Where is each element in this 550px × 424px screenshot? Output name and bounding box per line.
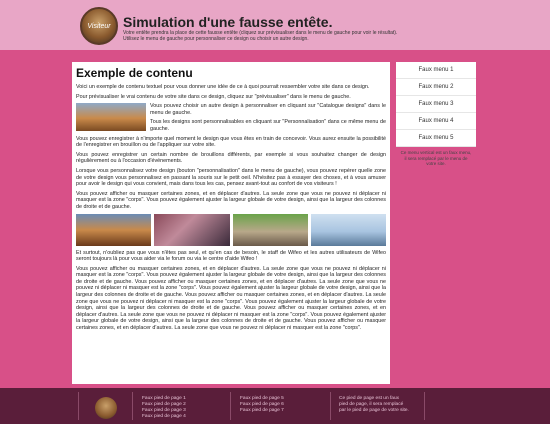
- footer-column-2: [240, 396, 284, 414]
- footer-column-1: [142, 396, 186, 420]
- header: [0, 0, 550, 50]
- footer-link[interactable]: Faux pied de page 3: [142, 408, 186, 413]
- sidebar-menu: [396, 62, 476, 166]
- sidebar-item-1[interactable]: Faux menu 1: [396, 62, 476, 79]
- paragraph: Et surtout, n'oubliez pas que vous n'êtes pas seul, et qu'en cas de besoin, le staff de Wifeo et les autres utilisateurs de Wifeo seront toujours là pour vous aider via le forum ou via le centre d'aide Wifeo !: [76, 249, 386, 263]
- photo-thumbnail: [154, 214, 229, 246]
- image-strip: [76, 214, 386, 246]
- paragraph: Vous pouvez enregistrer un certain nombre de brouillons différents, par exemple si vous souhaitez changer de design régulièrement ou à l'occasion d'événements.: [76, 151, 386, 165]
- footer-link[interactable]: Faux pied de page 1: [142, 396, 186, 401]
- footer-link[interactable]: Faux pied de page 4: [142, 414, 186, 419]
- sidebar-item-3[interactable]: Faux menu 3: [396, 96, 476, 113]
- sidebar-item-5[interactable]: Faux menu 5: [396, 130, 476, 147]
- footer-divider: [230, 392, 231, 420]
- footer-logo[interactable]: [95, 397, 117, 419]
- site-logo[interactable]: [80, 7, 118, 45]
- photo-thumbnail: [311, 214, 386, 246]
- main-content: [72, 62, 390, 384]
- paragraph: Vous pouvez choisir un autre design à personnaliser en cliquant sur "Catalogue designs" dans le menu de gauche.: [150, 103, 386, 116]
- paragraph: Pour prévisualiser le vrai contenu de votre site dans ce design, cliquez sur "prévisualiser" dans le menu de gauche.: [76, 93, 351, 100]
- footer-link[interactable]: Faux pied de page 2: [142, 402, 186, 407]
- subtitle-line-1: Votre entête prendra la place de cette fausse entête (cliquez sur prévisualiser dans le menu de gauche pour voir le résultat).: [123, 30, 398, 36]
- paragraph: Lorsque vous personnalisez votre design (bouton "personnalisation" dans le menu de gauche), vous pouvez repérer quelle zone de votre design vous personnalisez en passant la souris sur le petit oeil. N'hésitez pas à essayer des choses, et à vous amuser pour avoir le design qui vous convient, mais dans tous les cas, pensez avant-tout au confort de vos visiteurs !: [76, 167, 386, 188]
- photo-thumbnail: [233, 214, 308, 246]
- sidebar-note: Ce menu vertical est un faux menu, il sera remplacé par le menu de votre site.: [400, 150, 472, 166]
- logo-text: Visiteur: [87, 23, 111, 30]
- site-subtitle: [123, 30, 443, 42]
- footer: [0, 388, 550, 424]
- footer-link[interactable]: Faux pied de page 6: [240, 402, 284, 407]
- paragraph: Vous pouvez afficher ou masquer certaines zones, et en déplacer d'autres. La seule zone que vous ne pouvez ni déplacer ni masquer est la zone "corps". Vous pouvez également ajuster la largeur globale de votre design, ainsi que la largeur des colonnes de droite et de gauche. Vous pouvez afficher ou masquer certaines zones, et en déplacer d'autres. La seule zone que vous ne pouvez ni déplacer ni masquer est la zone "corps". Vous pouvez également ajuster la largeur globale de votre design, ainsi que la largeur des colonnes de droite et de gauche. Vous pouvez afficher ou masquer certaines zones, et en déplacer d'autres. La seule zone que vous ne pouvez ni déplacer ni masquer est la zone "corps". Vous pouvez également ajuster la largeur globale de votre design, ainsi que la largeur des colonnes de droite et de gauche. Vous pouvez afficher ou masquer certaines zones, et en déplacer d'autres. La seule zone que vous ne pouvez ni déplacer ni masquer est la zone "corps". Vous pouvez également ajuster la largeur globale de votre design, ainsi que la largeur des colonnes de droite et de gauche. Vous pouvez afficher ou masquer certaines zones, et en déplacer d'autres. La seule zone que vous ne pouvez ni déplacer ni masquer est la zone "corps".: [76, 265, 386, 332]
- content-title: Exemple de contenu: [76, 66, 193, 80]
- paragraph: Voici un exemple de contenu textuel pour vous donner une idée de ce à quoi pourrait ressembler votre site dans ce design.: [76, 84, 370, 90]
- subtitle-line-2: Utilisez le menu de gauche pour personnaliser ce design ou choisir un autre design.: [123, 36, 309, 42]
- footer-divider: [132, 392, 133, 420]
- footer-link[interactable]: Faux pied de page 5: [240, 396, 284, 401]
- landscape-image: [76, 103, 146, 131]
- photo-thumbnail: [76, 214, 151, 246]
- sidebar-item-2[interactable]: Faux menu 2: [396, 79, 476, 96]
- footer-divider: [424, 392, 425, 420]
- horizontal-menu-bar: [0, 50, 550, 58]
- footer-column-3: Ce pied de page est un faux pied de page, il sera remplacé par le pied de page de votre site.: [339, 396, 409, 413]
- sidebar-item-4[interactable]: Faux menu 4: [396, 113, 476, 130]
- paragraph: Vous pouvez enregistrer à n'importe quel moment le design que vous êtes en train de concevoir. Vous aurez ensuite la possibilité de l'enregistrer en brouillon ou de l'appliquer sur votre site.: [76, 135, 386, 149]
- site-title: Simulation d'une fausse entête.: [123, 14, 333, 30]
- footer-divider: [330, 392, 331, 420]
- paragraph: Tous les designs sont personnalisables en cliquant sur "Personnalisation" dans ce même menu de gauche.: [150, 119, 386, 132]
- footer-link[interactable]: Faux pied de page 7: [240, 408, 284, 413]
- paragraph: Vous pouvez afficher ou masquer certaines zones, et en déplacer d'autres. La seule zone que vous ne pouvez ni déplacer ni masquer est la zone "corps". Vous pouvez également ajuster la largeur globale de votre design, ainsi que la largeur des colonnes de droite et de gauche.: [76, 190, 386, 210]
- footer-divider: [78, 392, 79, 420]
